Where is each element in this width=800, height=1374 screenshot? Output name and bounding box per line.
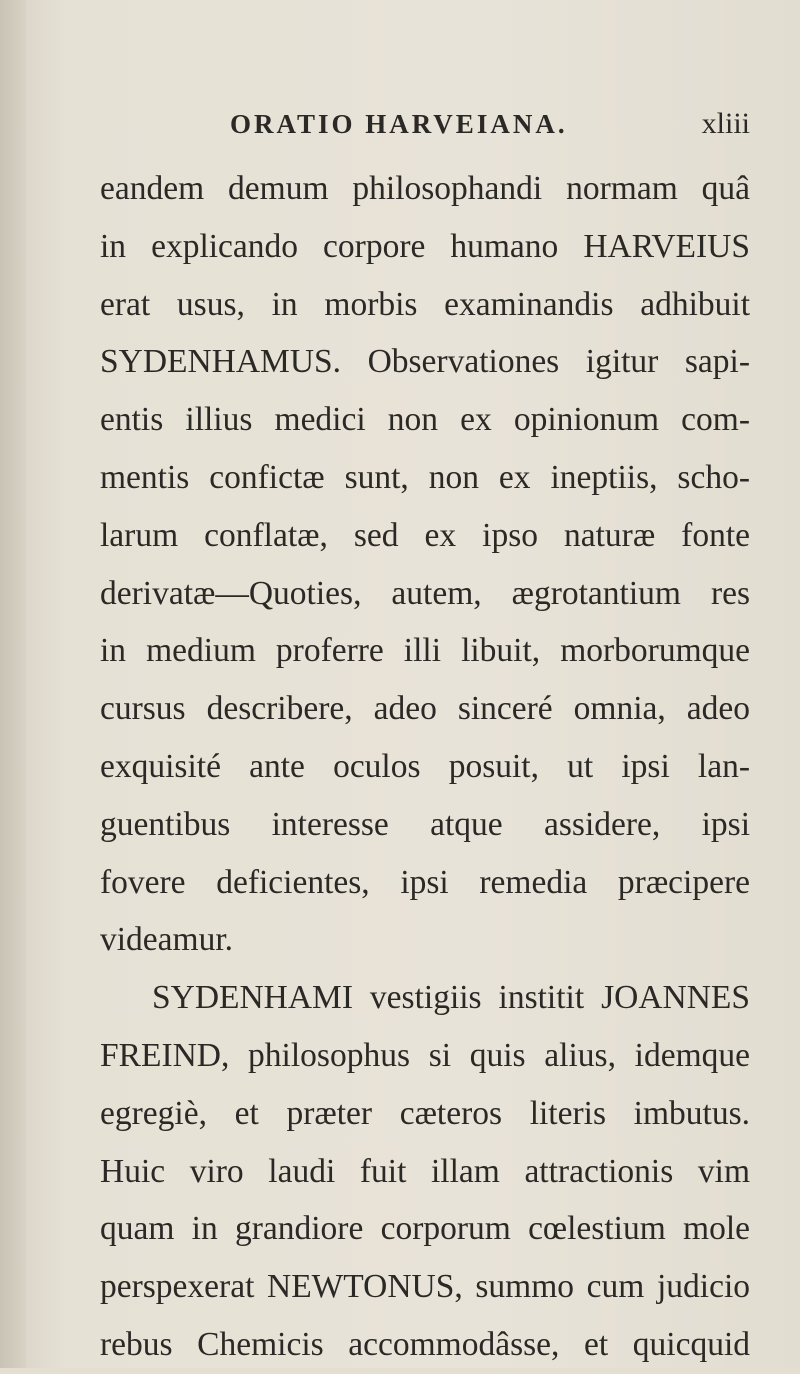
text-line: egregiè, et præter cæteros literis imbutus.	[100, 1094, 750, 1132]
text-line: eandem demum philosophandi normam quâ	[100, 170, 750, 207]
body-text	[100, 160, 750, 1374]
text-line: in explicando corpore humano HARVEIUS	[100, 227, 750, 265]
text-line: Huic viro laudi fuit illam attractionis vim	[100, 1152, 750, 1190]
page-header	[230, 104, 750, 144]
text-line: larum conflatæ, sed ex ipso naturæ fonte	[100, 516, 750, 554]
text-line: in medium proferre illi libuit, morborumque	[100, 632, 750, 670]
text-line: SYDENHAMUS. Observationes igitur sapi-	[100, 343, 750, 381]
text-line: derivatæ—Quoties, autem, ægrotantium res	[100, 574, 750, 612]
page-number: xliii	[701, 107, 750, 140]
paragraph-end-line: videamur.	[100, 921, 234, 959]
running-head: ORATIO HARVEIANA.	[230, 109, 568, 139]
text-line: guentibus interesse atque assidere, ipsi	[100, 805, 750, 843]
text-line: exquisité ante oculos posuit, ut ipsi lan-	[100, 747, 750, 785]
text-line: cursus describere, adeo sinceré omnia, adeo	[100, 690, 750, 728]
text-line: fovere deficientes, ipsi remedia præcipere	[100, 863, 750, 901]
text-line: entis illius medici non ex opinionum com-	[100, 401, 750, 439]
text-line: mentis confictæ sunt, non ex ineptiis, scho-	[100, 458, 750, 496]
page-gutter-edge	[0, 0, 26, 1368]
text-line: quam in grandiore corporum cœlestium mole	[100, 1210, 750, 1248]
text-line: perspexerat NEWTONUS, summo cum judicio	[100, 1268, 750, 1306]
text-line: FREIND, philosophus si quis alius, idemque	[100, 1036, 750, 1074]
paragraph-start-line: SYDENHAMI vestigiis institit JOANNES	[152, 979, 750, 1017]
text-line: rebus Chemicis accommodâsse, et quicquid	[100, 1325, 750, 1363]
text-line: erat usus, in morbis examinandis adhibuit	[100, 285, 750, 323]
